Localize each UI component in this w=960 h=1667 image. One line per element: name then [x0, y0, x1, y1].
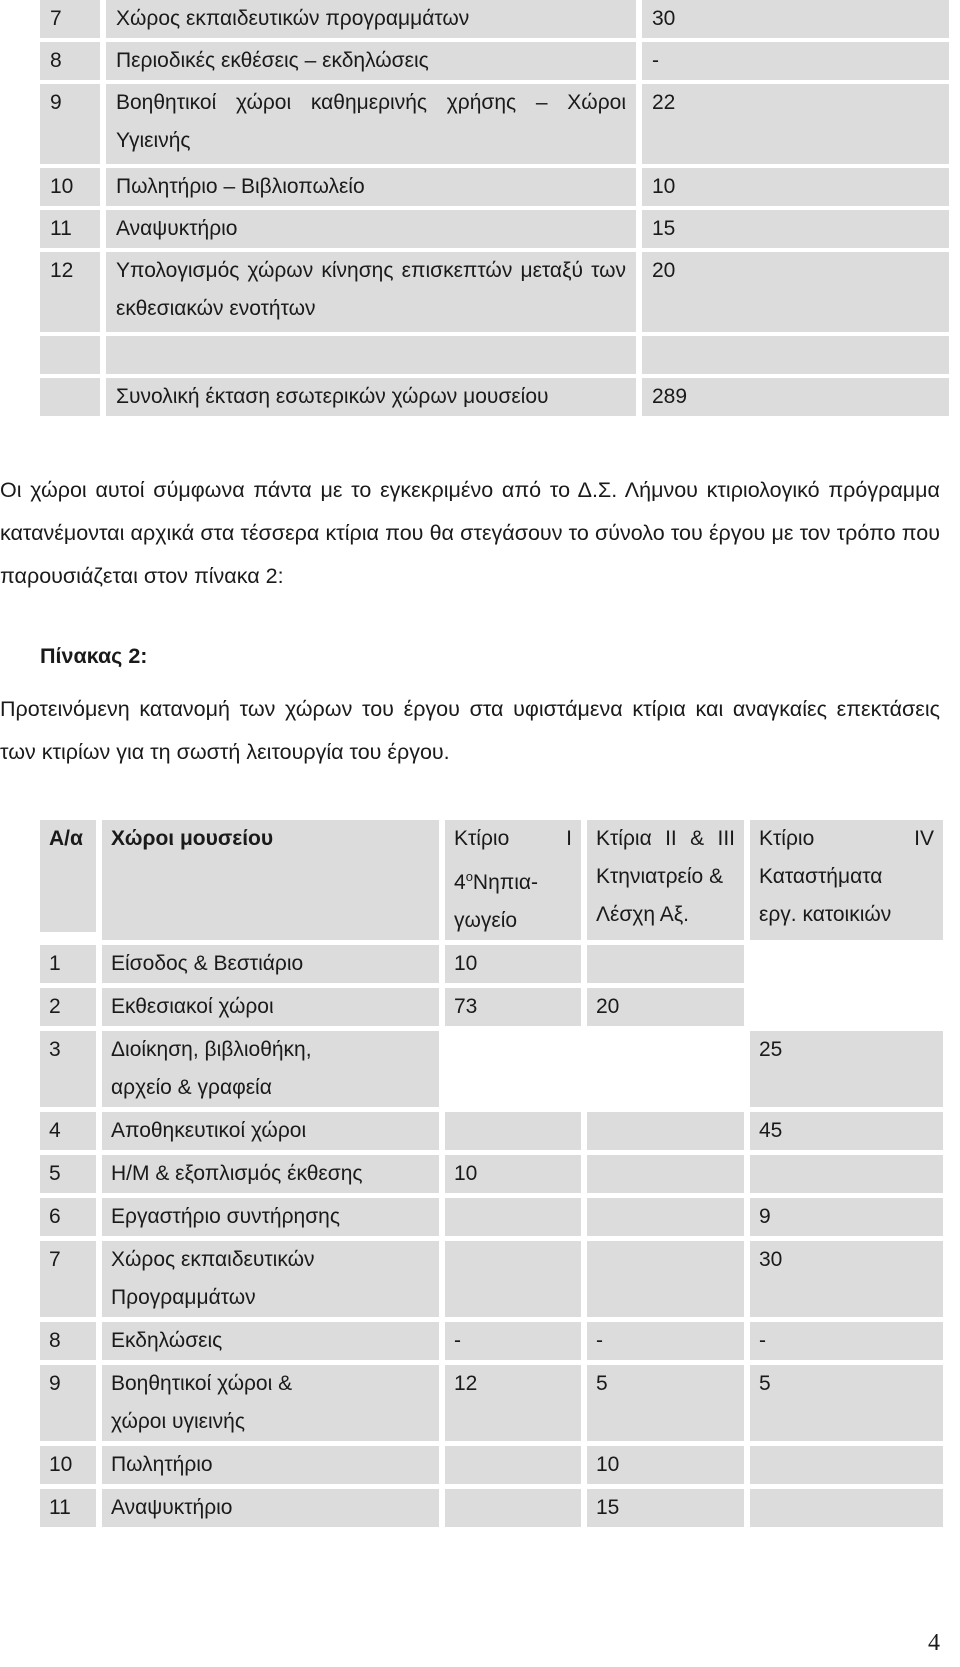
header-buildings-2-3	[587, 820, 744, 940]
table-row	[40, 1365, 955, 1441]
building-4-area: -	[750, 1322, 943, 1360]
building-4-area: 45	[750, 1112, 943, 1150]
buildings-2-3-area: -	[587, 1322, 744, 1360]
space-name: Βοηθητικοί χώροι καθημερινής χρήσης – Χώροι Υγιεινής	[106, 84, 636, 164]
header-line: Κτίρια ΙΙ & ΙΙΙ	[596, 827, 735, 850]
empty-cell	[40, 336, 100, 374]
row-number: 8	[40, 42, 100, 80]
building-1-area	[445, 1198, 581, 1236]
space-name: Πωλητήριο – Βιβλιοπωλείο	[106, 168, 636, 206]
header-word: Κτίριο	[454, 827, 510, 850]
building-4-area	[750, 1155, 943, 1193]
space-name-text: Διοίκηση, βιβλιοθήκη, αρχείο & γραφεία	[111, 1038, 312, 1099]
body-paragraph: Οι χώροι αυτοί σύμφωνα πάντα με το εγκεκριμένο από το Δ.Σ. Λήμνου κτιριολογικό πρόγραμμα κατανέμονται αρχικά στα τέσσερα κτίρια που θα στεγάσουν το σύνολο του έργου με τον τρόπο που παρουσιάζεται στον πίνακα 2:	[0, 478, 940, 588]
table-row	[40, 1322, 955, 1360]
space-area: 30	[642, 0, 949, 38]
page-number: 4	[928, 1630, 940, 1656]
table-row	[40, 1031, 955, 1107]
table-header-row	[40, 820, 955, 940]
building-1-area	[445, 1112, 581, 1150]
building-4-area	[750, 1489, 943, 1527]
building-1-area: 10	[445, 1155, 581, 1193]
building-4-area: 5	[750, 1365, 943, 1441]
row-number: 10	[40, 1446, 96, 1484]
space-name: Εκδηλώσεις	[102, 1322, 439, 1360]
space-area: 20	[642, 252, 949, 332]
empty-cell	[642, 336, 949, 374]
header-line	[454, 820, 572, 858]
space-area: 10	[642, 168, 949, 206]
row-number: 2	[40, 988, 96, 1026]
space-name: Είσοδος & Βεστιάριο	[102, 945, 439, 983]
building-4-area: 9	[750, 1198, 943, 1236]
space-name	[102, 1365, 439, 1441]
row-number: 7	[40, 1241, 96, 1317]
row-number: 7	[40, 0, 100, 38]
space-area: 22	[642, 84, 949, 164]
space-name-text: Χώρος εκπαιδευτικών Προγραμμάτων	[111, 1248, 315, 1309]
table-caption-text: Προτεινόμενη κατανομή των χώρων του έργου στα υφιστάμενα κτίρια και αναγκαίες επεκτάσεις των κτιρίων για τη σωστή λειτουργία του έργου.	[0, 697, 940, 764]
building-1-area	[445, 1446, 581, 1484]
row-number: 11	[40, 1489, 96, 1527]
table-row	[40, 1198, 955, 1236]
header-superscript: ο	[465, 869, 473, 884]
buildings-2-3-area: 5	[587, 1365, 744, 1441]
building-4-area	[750, 1446, 943, 1484]
header-word: ΙV	[914, 827, 934, 850]
space-name: Η/Μ & εξοπλισμός έκθεσης	[102, 1155, 439, 1193]
table-row	[40, 1489, 955, 1527]
building-1-area: 10	[445, 945, 581, 983]
header-word: Ι	[566, 827, 572, 850]
buildings-2-3-area	[587, 1031, 744, 1107]
table-row	[40, 1155, 955, 1193]
space-name: Αναψυκτήριο	[106, 210, 636, 248]
table-row	[40, 252, 955, 332]
header-line: Λέσχη Αξ.	[596, 903, 689, 926]
total-row	[40, 378, 955, 416]
building-4-area: 30	[750, 1241, 943, 1317]
building-1-area: 73	[445, 988, 581, 1026]
total-label: Συνολική έκταση εσωτερικών χώρων μουσείου	[106, 378, 636, 416]
building-1-area	[445, 1031, 581, 1107]
table-row	[40, 42, 955, 80]
building-4-area	[750, 988, 943, 1026]
table-row	[40, 1241, 955, 1317]
buildings-2-3-area	[587, 1198, 744, 1236]
buildings-2-3-area: 10	[587, 1446, 744, 1484]
row-number: 6	[40, 1198, 96, 1236]
row-number: 5	[40, 1155, 96, 1193]
header-line: Καταστήματα	[759, 865, 883, 888]
buildings-2-3-area	[587, 945, 744, 983]
header-line	[759, 820, 934, 858]
space-name-text: Βοηθητικοί χώροι & χώροι υγιεινής	[111, 1372, 293, 1433]
row-number: 1	[40, 945, 96, 983]
total-value: 289	[642, 378, 949, 416]
building-1-area	[445, 1489, 581, 1527]
table-row	[40, 1446, 955, 1484]
space-name: Εκθεσιακοί χώροι	[102, 988, 439, 1026]
header-line	[454, 858, 572, 902]
space-name: Υπολογισμός χώρων κίνησης επισκεπτών μεταξύ των εκθεσιακών ενοτήτων	[106, 252, 636, 332]
building-1-area	[445, 1241, 581, 1317]
header-line: γωγείο	[454, 909, 518, 932]
building-1-area: -	[445, 1322, 581, 1360]
building-4-area: 25	[750, 1031, 943, 1107]
header-word: Κτίριο	[759, 827, 815, 850]
area-table-continued	[40, 0, 955, 420]
row-number: 9	[40, 1365, 96, 1441]
table-caption-title: Πίνακας 2:	[40, 644, 148, 668]
row-number: 11	[40, 210, 100, 248]
table-row	[40, 1112, 955, 1150]
row-number: 8	[40, 1322, 96, 1360]
table-row	[40, 945, 955, 983]
building-1-area: 12	[445, 1365, 581, 1441]
header-spaces: Χώροι μουσείου	[102, 820, 439, 940]
empty-cell	[106, 336, 636, 374]
header-num: Α/α	[40, 820, 96, 932]
empty-cell	[40, 378, 100, 416]
building-allocation-table	[40, 820, 955, 1532]
space-name: Αναψυκτήριο	[102, 1489, 439, 1527]
table-row	[40, 168, 955, 206]
buildings-2-3-area: 20	[587, 988, 744, 1026]
header-word: 4	[454, 871, 466, 894]
buildings-2-3-area	[587, 1112, 744, 1150]
space-name: Χώρος εκπαιδευτικών προγραμμάτων	[106, 0, 636, 38]
buildings-2-3-area: 15	[587, 1489, 744, 1527]
blank-row	[40, 336, 955, 374]
space-area: -	[642, 42, 949, 80]
header-line: Κτηνιατρείο &	[596, 865, 724, 888]
row-number: 4	[40, 1112, 96, 1150]
header-building-1	[445, 820, 581, 940]
row-number: 10	[40, 168, 100, 206]
table-row	[40, 0, 955, 38]
space-name: Αποθηκευτικοί χώροι	[102, 1112, 439, 1150]
row-number: 12	[40, 252, 100, 332]
space-name: Εργαστήριο συντήρησης	[102, 1198, 439, 1236]
space-name	[102, 1031, 439, 1107]
table-row	[40, 988, 955, 1026]
buildings-2-3-area	[587, 1155, 744, 1193]
space-area: 15	[642, 210, 949, 248]
table-row	[40, 210, 955, 248]
row-number: 9	[40, 84, 100, 164]
table-row	[40, 84, 955, 164]
building-4-area	[750, 945, 943, 983]
space-name	[102, 1241, 439, 1317]
header-word: Νηπια-	[472, 871, 539, 894]
row-number: 3	[40, 1031, 96, 1107]
header-line: εργ. κατοικιών	[759, 903, 892, 926]
space-name: Πωλητήριο	[102, 1446, 439, 1484]
buildings-2-3-area	[587, 1241, 744, 1317]
header-building-4	[750, 820, 943, 940]
space-name: Περιοδικές εκθέσεις – εκδηλώσεις	[106, 42, 636, 80]
